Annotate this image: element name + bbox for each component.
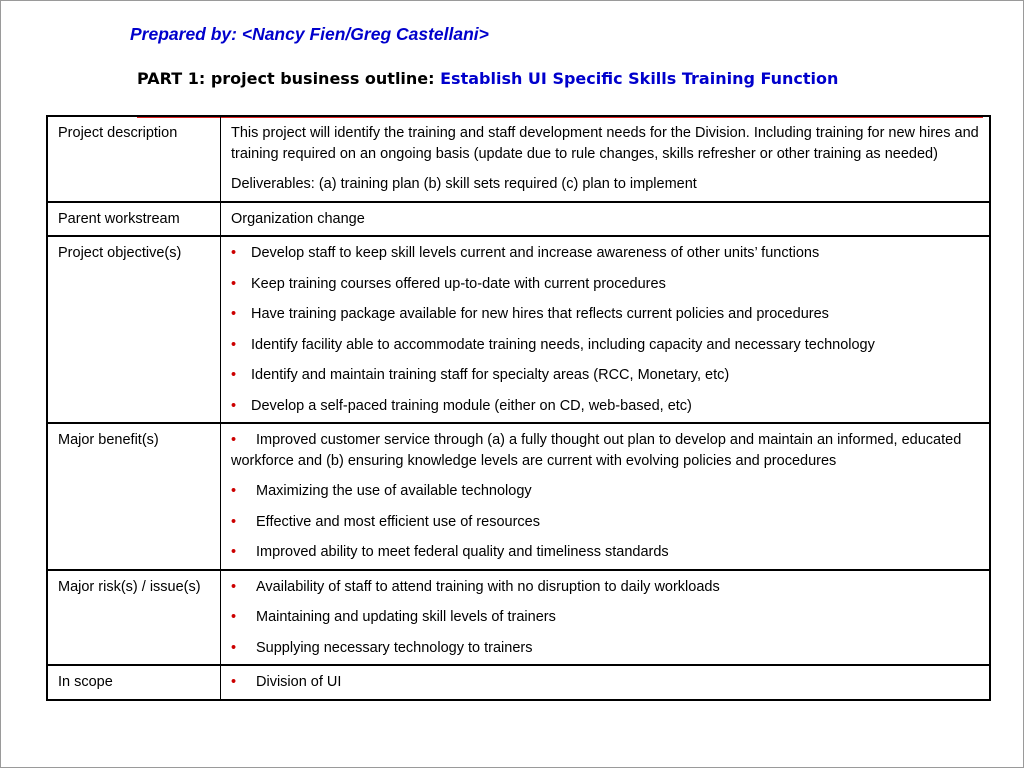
row-content xyxy=(221,116,991,202)
list-item xyxy=(231,638,979,659)
list-item-text: Improved customer service through (a) a fully thought out plan to develop and maintain an informed, educated workforce and (b) ensuring knowledge levels are current with evolving policies and procedures xyxy=(231,432,962,469)
bullet-icon: • xyxy=(231,578,237,595)
bullet-icon: • xyxy=(231,336,237,353)
bullet-icon: • xyxy=(231,513,237,530)
prepared-by: Prepared by: <Nancy Fien/Greg Castellani> xyxy=(130,24,489,44)
row-content xyxy=(221,423,991,570)
bullet-icon: • xyxy=(231,674,237,690)
list-item xyxy=(231,243,979,264)
row-in-scope xyxy=(47,665,990,700)
list-item xyxy=(231,512,979,533)
list-item-text: Maximizing the use of available technology xyxy=(256,483,532,499)
list-item-text: Division of UI xyxy=(256,674,342,690)
list-item xyxy=(231,577,979,598)
bullet-icon: • xyxy=(231,609,237,625)
row-content: Organization change xyxy=(221,202,991,237)
list-item xyxy=(231,396,979,417)
bullet-icon: • xyxy=(231,483,237,499)
risks-list xyxy=(231,577,979,659)
list-item-text: Keep training courses offered up-to-date with current procedures xyxy=(251,275,666,292)
row-content xyxy=(221,665,991,700)
list-item-text: Have training package available for new hires that reflects current policies and procedures xyxy=(251,306,829,322)
list-item-text: Supplying necessary technology to trainers xyxy=(256,639,533,656)
row-label: Major risk(s) / issue(s) xyxy=(47,570,221,666)
list-item-text: Effective and most efficient use of resources xyxy=(256,513,540,530)
outline-table xyxy=(46,115,991,701)
list-item-text: Availability of staff to attend training with no disruption to daily workloads xyxy=(256,578,720,595)
list-item xyxy=(231,481,979,502)
row-parent-workstream xyxy=(47,202,990,237)
list-item xyxy=(231,430,979,471)
list-item xyxy=(231,335,979,356)
bullet-icon: • xyxy=(231,306,237,322)
bullet-icon: • xyxy=(231,544,237,560)
row-label: Major benefit(s) xyxy=(47,423,221,570)
row-project-description xyxy=(47,116,990,202)
row-content xyxy=(221,570,991,666)
list-item-text: Identify and maintain training staff for specialty areas (RCC, Monetary, etc) xyxy=(251,367,730,383)
bullet-icon: • xyxy=(231,432,237,448)
list-item-text: Develop a self-paced training module (either on CD, web-based, etc) xyxy=(251,397,692,414)
row-major-risks xyxy=(47,570,990,666)
list-item-text: Improved ability to meet federal quality and timeliness standards xyxy=(256,544,669,560)
row-content xyxy=(221,236,991,423)
title-highlight: Establish UI Specific Skills Training Function xyxy=(440,69,839,88)
bullet-icon: • xyxy=(231,639,237,656)
scope-list xyxy=(231,672,979,693)
description-paragraph: This project will identify the training and staff development needs for the Division. Including training for new hires and training required on an ongoing basis (update due to rule changes, skills refresher or other training as needed) xyxy=(231,125,979,162)
list-item xyxy=(231,607,979,628)
bullet-icon: • xyxy=(231,367,237,383)
list-item-text: Develop staff to keep skill levels current and increase awareness of other units’ functions xyxy=(251,245,820,261)
row-major-benefits xyxy=(47,423,990,570)
deliverables-paragraph: Deliverables: (a) training plan (b) skill sets required (c) plan to implement xyxy=(231,176,697,192)
list-item-text: Maintaining and updating skill levels of trainers xyxy=(256,609,556,625)
list-item xyxy=(231,672,979,693)
list-item-text: Identify facility able to accommodate training needs, including capacity and necessary technology xyxy=(251,336,875,353)
row-label: In scope xyxy=(47,665,221,700)
bullet-icon: • xyxy=(231,275,237,292)
objectives-list xyxy=(231,243,979,416)
bullet-icon: • xyxy=(231,397,237,414)
list-item xyxy=(231,542,979,563)
row-label: Project objective(s) xyxy=(47,236,221,423)
row-project-objectives xyxy=(47,236,990,423)
row-label: Project description xyxy=(47,116,221,202)
title-prefix: PART 1: project business outline: xyxy=(137,69,441,88)
bullet-icon: • xyxy=(231,245,237,261)
list-item xyxy=(231,304,979,325)
list-item xyxy=(231,274,979,295)
slide-title xyxy=(137,67,917,91)
row-label: Parent workstream xyxy=(47,202,221,237)
benefits-list xyxy=(231,430,979,563)
list-item xyxy=(231,365,979,386)
